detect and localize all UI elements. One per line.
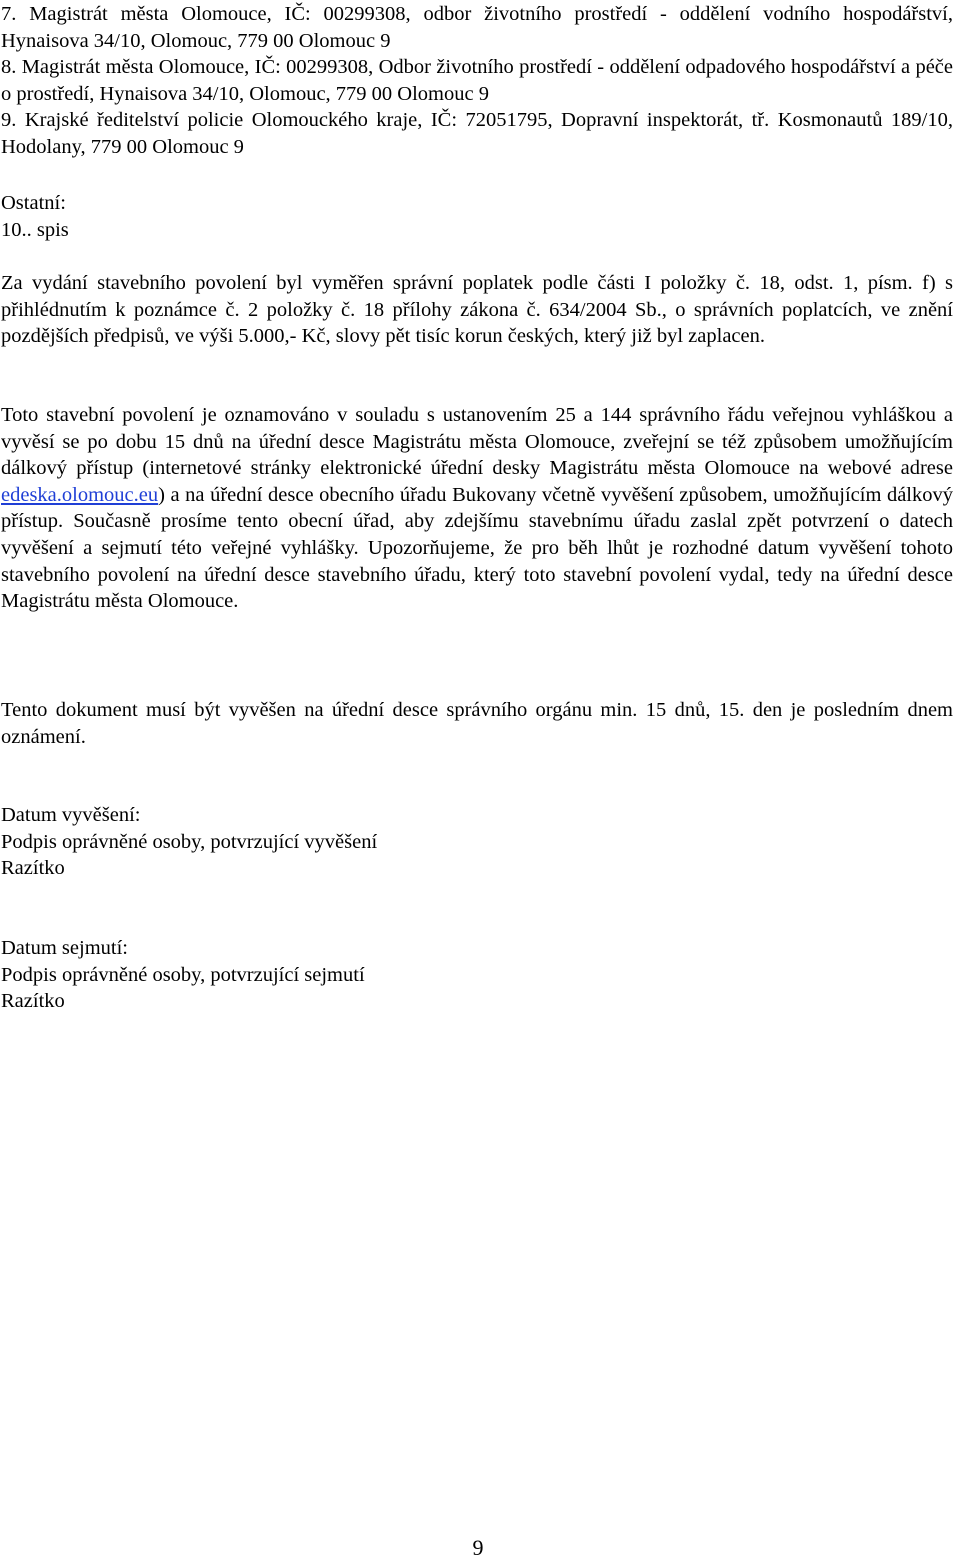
posted-signature-label: Podpis oprávněné osoby, potvrzující vyvěšení: [1, 830, 378, 853]
fee-section: [1, 270, 953, 350]
page-number: 9: [472, 1535, 484, 1560]
removal-confirmation-section: [1, 935, 365, 1015]
edeska-link[interactable]: edeska.olomouc.eu: [1, 483, 159, 506]
recipient-list: [1, 1, 953, 161]
posting-requirement-section: [1, 697, 953, 750]
recipient-item: 9. Krajské ředitelství policie Olomouckého kraje, IČ: 72051795, Dopravní inspektorát, tř. Kosmonautů 189/10, Hodolany, 779 00 Olomouc 9: [1, 109, 953, 158]
posted-stamp-label: Razítko: [1, 857, 65, 880]
recipient-item: 8. Magistrát města Olomouce, IČ: 00299308, Odbor životního prostředí - oddělení odpadového hospodářství a péče o prostředí, Hynaisova 34/10, Olomouc, 779 00 Olomouc 9: [1, 56, 953, 105]
removed-signature-label: Podpis oprávněné osoby, potvrzující sejmutí: [1, 963, 365, 986]
recipient-item: 7. Magistrát města Olomouce, IČ: 00299308, odbor životního prostředí - oddělení vodního hospodářství, Hynaisova 34/10, Olomouc, 779 00 Olomouc 9: [1, 3, 953, 52]
other-item: 10.. spis: [1, 218, 69, 241]
other-recipients-section: [1, 190, 69, 243]
fee-paragraph: Za vydání stavebního povolení byl vyměřen správní poplatek podle části I položky č. 18, odst. 1, písm. f) s přihlédnutím k poznámce č. 2 položky č. 18 přílohy zákona č. 634/2004 Sb., o správních poplatcích, ve znění pozdějších předpisů, ve výši 5.000,- Kč, slovy pět tisíc korun českých, který již byl zaplacen.: [1, 272, 953, 348]
other-heading: Ostatní:: [1, 192, 66, 214]
public-notice-section: [1, 402, 953, 615]
posting-requirement-paragraph: Tento dokument musí být vyvěšen na úřední desce správního orgánu min. 15 dnů, 15. den je posledním dnem oznámení.: [1, 699, 953, 748]
posted-date-label: Datum vyvěšení:: [1, 804, 141, 826]
public-notice-paragraph: [1, 402, 953, 615]
removed-date-label: Datum sejmutí:: [1, 937, 128, 959]
notice-text-after-link: ) a na úřední desce obecního úřadu Bukovany včetně vyvěšení způsobem, umožňujícím dálkový přístup. Současně prosíme tento obecní úřad, aby zdejšímu stavebnímu úřadu zaslal zpět potvrzení o datech vyvěšení a sejmutí této veřejné vyhlášky. Upozorňujeme, že pro běh lhůt je rozhodné datum vyvěšení tohoto stavebního povolení na úřední desce stavebního úřadu, který toto stavební povolení vydal, tedy na úřední desce Magistrátu města Olomouce.: [1, 483, 953, 613]
posting-confirmation-section: [1, 802, 377, 882]
notice-text-before-link: Toto stavební povolení je oznamováno v souladu s ustanovením 25 a 144 správního řádu veřejnou vyhláškou a vyvěsí se po dobu 15 dnů na úřední desce Magistrátu města Olomouce, zveřejní se též způsobem umožňujícím dálkový přístup (internetové stránky elektronické úřední desky Magistrátu města Olomouce na webové adrese: [1, 404, 953, 480]
removed-stamp-label: Razítko: [1, 990, 65, 1013]
